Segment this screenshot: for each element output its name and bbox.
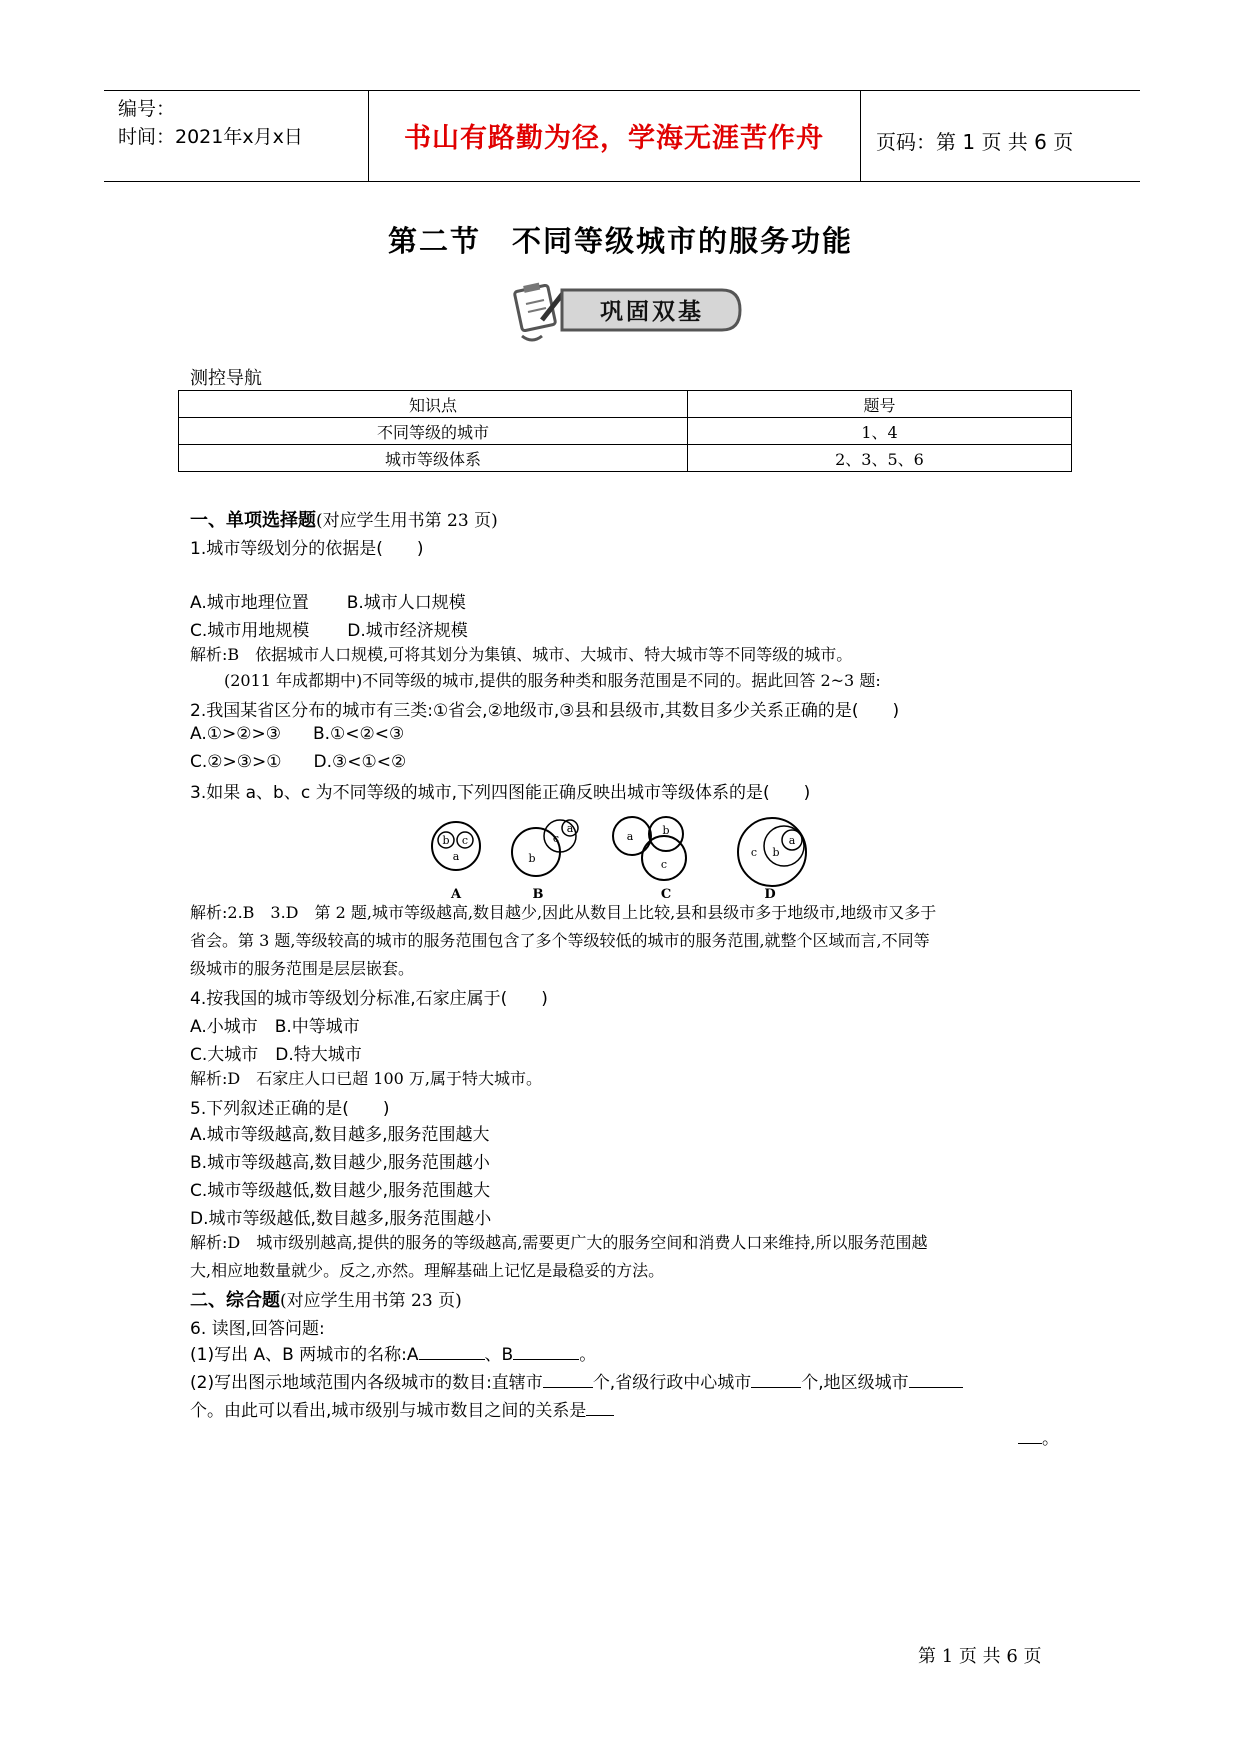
answer-blank-municipality[interactable] <box>543 1371 593 1388</box>
circle-letter: b <box>662 824 670 837</box>
answer-blank-relation-cont[interactable] <box>1018 1427 1042 1444</box>
q1-option-d: D.城市经济规模 <box>347 621 468 641</box>
q2-option-a: A.①>②>③ <box>190 724 281 744</box>
motto: 书山有路勤为径，学海无涯苦作舟 <box>404 123 824 154</box>
page-footer: 第 1 页 共 6 页 <box>918 1646 1042 1667</box>
section1-heading <box>190 506 498 532</box>
section2-heading <box>190 1286 462 1312</box>
q1-analysis: 解析:B 依据城市人口规模,可将其划分为集镇、城市、大城市、特大城市等不同等级的城市。 <box>190 645 853 664</box>
header-divider-right <box>860 90 861 182</box>
diagram-label: C <box>660 887 672 902</box>
answer-blank-provincial[interactable] <box>751 1371 801 1388</box>
q6-part1-end: 。 <box>579 1345 597 1365</box>
knowledge-table <box>178 390 1072 472</box>
header-top-rule <box>104 90 1140 91</box>
q2-option-d: D.③<①<② <box>313 752 407 772</box>
q2-option-c: C.②>③>① <box>190 752 282 772</box>
table-row <box>179 418 1072 445</box>
answer-blank-relation[interactable] <box>586 1399 614 1416</box>
q6-part1 <box>190 1340 596 1365</box>
table-header-cell: 题号 <box>688 391 1072 418</box>
circle-letter: c <box>660 858 668 871</box>
q4-options-row2: C.大城市 D.特大城市 <box>190 1045 362 1065</box>
diagram-b <box>512 820 578 902</box>
q2-options-row2 <box>190 752 406 772</box>
circle-letter: a <box>788 834 796 847</box>
diagram-c <box>613 817 686 902</box>
table-cell: 不同等级的城市 <box>179 418 688 445</box>
q5-analysis-line1: 解析:D 城市级别越高,提供的服务的等级越高,需要更广大的服务空间和消费人口来维持,所以服务范围越 <box>190 1233 928 1252</box>
q23-analysis-line1: 解析:2.B 3.D 第 2 题,城市等级越高,数目越少,因此从数目上比较,县和县级市多于地级市,地级市又多于 <box>190 903 937 922</box>
number-label: 编号： <box>118 98 176 120</box>
q6-part1-text: 、B <box>484 1345 514 1365</box>
q6-stem: 6. 读图,回答问题: <box>190 1319 325 1339</box>
answer-blank-prefecture[interactable] <box>909 1371 963 1388</box>
q5-option-b: B.城市等级越高,数目越少,服务范围越小 <box>190 1153 490 1173</box>
q4-options-row1: A.小城市 B.中等城市 <box>190 1017 360 1037</box>
q1-stem: 1.城市等级划分的依据是( ) <box>190 539 424 559</box>
q4-analysis: 解析:D 石家庄人口已超 100 万,属于特大城市。 <box>190 1069 543 1088</box>
q2-stem: 2.我国某省区分布的城市有三类:①省会,②地级市,③县和县级市,其数目多少关系正确的是( ) <box>190 701 900 721</box>
circle-letter: b <box>528 852 536 865</box>
city-hierarchy-diagram <box>428 812 828 907</box>
q6-part1-text: (1)写出 A、B 两城市的名称:A <box>190 1345 419 1365</box>
circle-letter: c <box>461 834 469 847</box>
q1-options-row1 <box>190 588 466 613</box>
table-header-cell: 知识点 <box>179 391 688 418</box>
q5-stem: 5.下列叙述正确的是( ) <box>190 1099 390 1119</box>
q2-options-row1 <box>190 724 404 744</box>
clipboard-pencil-icon <box>514 283 564 331</box>
section2-ref: (对应学生用书第 23 页) <box>280 1291 462 1311</box>
q6-part2-text: 个,省级行政中心城市 <box>592 1373 752 1393</box>
q5-option-d: D.城市等级越低,数目越多,服务范围越小 <box>190 1209 492 1229</box>
table-cell: 1、4 <box>688 418 1072 445</box>
q6-end-mark: 。 <box>1042 1429 1059 1449</box>
table-row <box>179 445 1072 472</box>
section1-ref: (对应学生用书第 23 页) <box>316 511 498 531</box>
circle-letter: a <box>566 822 574 835</box>
q6-part2 <box>190 1368 963 1393</box>
diagram-label: A <box>450 887 462 902</box>
header-bottom-rule <box>104 181 1140 182</box>
diagram-d <box>738 818 806 902</box>
q23-intro: (2011 年成都期中)不同等级的城市,提供的服务种类和服务范围是不同的。据此回答 2~3 题: <box>224 671 881 690</box>
circle-letter: a <box>626 830 634 843</box>
q4-stem: 4.按我国的城市等级划分标准,石家庄属于( ) <box>190 989 548 1009</box>
q5-analysis-line2: 大,相应地数量就少。反之,亦然。理解基础上记忆是最稳妥的方法。 <box>190 1261 665 1280</box>
page-title: 第二节 不同等级城市的服务功能 <box>387 224 853 258</box>
q1-option-a: A.城市地理位置 <box>190 593 309 613</box>
q23-analysis-line3: 级城市的服务范围是层层嵌套。 <box>190 959 415 978</box>
table-cell: 城市等级体系 <box>179 445 688 472</box>
table-cell: 2、3、5、6 <box>688 445 1072 472</box>
q6-part2-text: (2)写出图示地域范围内各级城市的数目:直辖市 <box>190 1373 543 1393</box>
q2-option-b: B.①<②<③ <box>312 724 405 744</box>
q6-answer-end <box>1018 1424 1059 1449</box>
circle-letter: b <box>772 846 780 859</box>
section-badge <box>502 278 742 353</box>
q1-option-b: B.城市人口规模 <box>346 593 466 613</box>
q5-option-a: A.城市等级越高,数目越多,服务范围越大 <box>190 1125 490 1145</box>
badge-text: 巩固双基 <box>600 299 704 325</box>
page-indicator: 页码：第 1 页 共 6 页 <box>876 130 1074 154</box>
answer-blank-b[interactable] <box>513 1343 579 1360</box>
q23-analysis-line2: 省会。第 3 题,等级较高的城市的服务范围包含了多个等级较低的城市的服务范围,就整个区域而言,不同等 <box>190 931 930 950</box>
diagram-label: B <box>532 887 544 902</box>
q6-part2-text: 个。由此可以看出,城市级别与城市数目之间的关系是 <box>190 1401 587 1421</box>
circle-letter: b <box>442 834 450 847</box>
q1-options-row2 <box>190 616 468 641</box>
diagram-label: D <box>764 887 776 902</box>
q3-stem: 3.如果 a、b、c 为不同等级的城市,下列四图能正确反映出城市等级体系的是( ) <box>190 783 811 803</box>
diagram-a <box>432 822 480 902</box>
circle-letter: c <box>750 846 758 859</box>
q5-option-c: C.城市等级越低,数目越少,服务范围越大 <box>190 1181 491 1201</box>
section1-title: 一、单项选择题 <box>190 510 316 531</box>
q1-option-c: C.城市用地规模 <box>190 621 310 641</box>
answer-blank-a[interactable] <box>419 1343 485 1360</box>
q6-part2-text: 个,地区级城市 <box>801 1373 909 1393</box>
section2-title: 二、综合题 <box>190 1290 280 1311</box>
table-header-row <box>179 391 1072 418</box>
circle-letter: a <box>452 850 460 863</box>
q6-part2-cont <box>190 1396 614 1421</box>
nav-label: 测控导航 <box>190 368 262 389</box>
circle-letter: c <box>552 832 560 845</box>
time-label: 时间：2021年x月x日 <box>118 126 303 148</box>
